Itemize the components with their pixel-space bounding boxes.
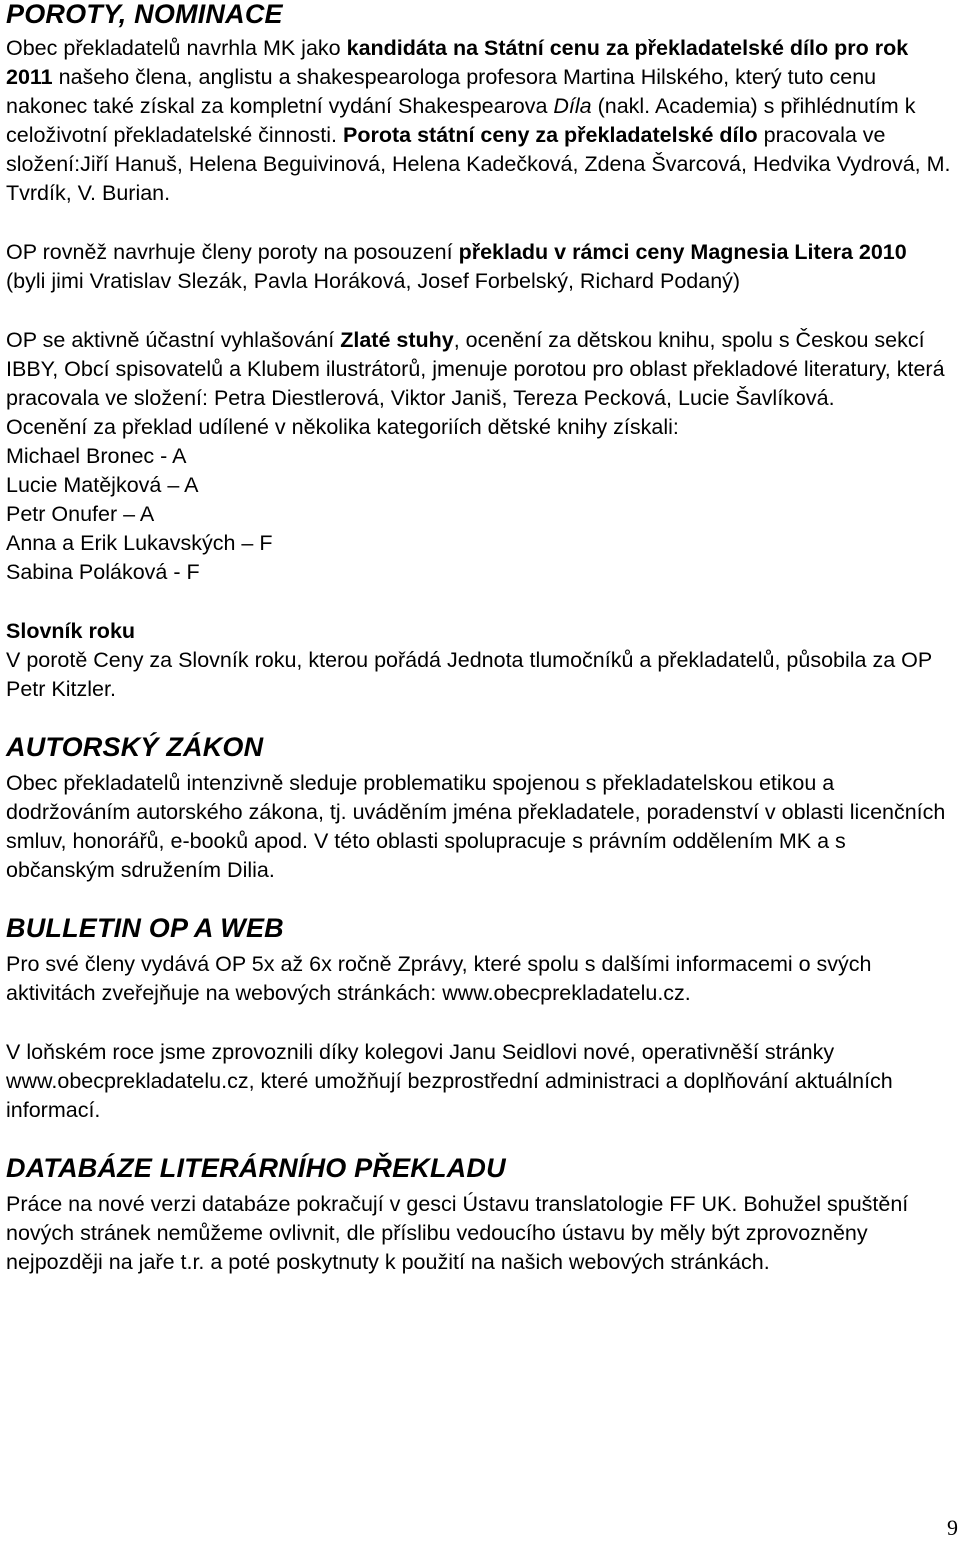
list-item: Anna a Erik Lukavských – F	[6, 531, 273, 555]
document-page	[6, 0, 956, 1277]
paragraph-magnesia-litera	[6, 238, 936, 296]
bold-run: překladu v rámci ceny Magnesia Litera 2010	[458, 240, 907, 264]
italic-run: Díla	[553, 94, 592, 118]
paragraph-oceneni: Ocenění za překlad udílené v několika kategoriích dětské knihy získali:	[6, 415, 679, 439]
page-number: 9	[947, 1515, 958, 1540]
winners-list	[6, 442, 956, 587]
paragraph-databaze: Práce na nové verzi databáze pokračují v gesci Ústavu translatologie FF UK. Bohužel spuštění nových stránek nemůžeme ovlivnit, dle příslibu vedoucího ústavu by měly být zprovozněny nejpozději na jaře t.r. a poté poskytnuty k použití na našich webových stránkách.	[6, 1192, 909, 1274]
text-run: , ocenění za dětskou knihu, spolu s Českou sekcí IBBY, Obcí spisovatelů a Klubem ilustrátorů, jmenuje porotou pro oblast překladové literatury, která pracovala ve složení: Petra Diestlerová, Viktor Janiš, Tereza Pecková, Lucie Šavlíková.	[6, 328, 945, 410]
text-run: pracovala ve složení:Jiří Hanuš, Helena Beguivinová, Helena Kadečková, Zdena Švarcová, Hedvika Vydrová, M. Tvrdík, V. Burian.	[6, 123, 951, 205]
text-run: (nakl. Academia) s přihlédnutím k celoživotní překladatelské činnosti.	[6, 94, 916, 147]
bold-run: Porota státní ceny za překladatelské dílo	[343, 123, 758, 147]
heading-poroty: POROTY, NOMINACE	[6, 0, 283, 29]
paragraph-autorsky-zakon: Obec překladatelů intenzivně sleduje problematiku spojenou s překladatelskou etikou a dodržováním autorského zákona, tj. uváděním jména překladatele, poradenství v oblasti licenčních smluv, honorářů, e-booků apod. V této oblasti spolupracuje s právním oddělením MK a s občanským sdružením Dilia.	[6, 771, 946, 882]
list-item: Michael Bronec - A	[6, 444, 187, 468]
paragraph-statni-cena	[6, 34, 951, 208]
bold-run: kandidáta na Státní cenu za překladatelské dílo pro rok 2011	[6, 36, 909, 89]
list-item: Lucie Matějková – A	[6, 473, 199, 497]
heading-databaze: DATABÁZE LITERÁRNÍHO PŘEKLADU	[6, 1153, 506, 1183]
paragraph-zlata-stuha	[6, 326, 951, 413]
subheading-slovnik-roku: Slovník roku	[6, 619, 136, 643]
text-run: OP rovněž navrhuje členy poroty na posouzení	[6, 240, 459, 264]
paragraph-bulletin-1: Pro své členy vydává OP 5x až 6x ročně Zprávy, které spolu s dalšími informacemi o svých aktivitách zveřejňuje na webových stránkách: www.obecprekladatelu.cz.	[6, 952, 872, 1005]
list-item: Sabina Poláková - F	[6, 560, 200, 584]
text-run: OP se aktivně účastní vyhlašování	[6, 328, 341, 352]
text-run: Obec překladatelů navrhla MK jako	[6, 36, 347, 60]
heading-bulletin: BULLETIN OP A WEB	[6, 913, 284, 943]
paragraph-slovnik-roku: V porotě Ceny za Slovník roku, kterou pořádá Jednota tlumočníků a překladatelů, působila za OP Petr Kitzler.	[6, 648, 932, 701]
paragraph-bulletin-2: V loňském roce jsme zprovoznili díky kolegovi Janu Seidlovi nové, operativněší stránky www.obecprekladatelu.cz, které umožňují bezprostřední administraci a doplňování aktuálních informací.	[6, 1040, 893, 1122]
list-item: Petr Onufer – A	[6, 502, 155, 526]
heading-autorsky-zakon: AUTORSKÝ ZÁKON	[6, 732, 264, 762]
bold-run: Zlaté stuhy	[340, 328, 454, 352]
text-run: našeho člena, anglistu a shakespearologa profesora Martina Hilského, který tuto cenu nakonec také získal za kompletní vydání Shakespearova	[6, 65, 877, 118]
text-run: (byli jimi Vratislav Slezák, Pavla Horáková, Josef Forbelský, Richard Podaný)	[6, 269, 741, 293]
